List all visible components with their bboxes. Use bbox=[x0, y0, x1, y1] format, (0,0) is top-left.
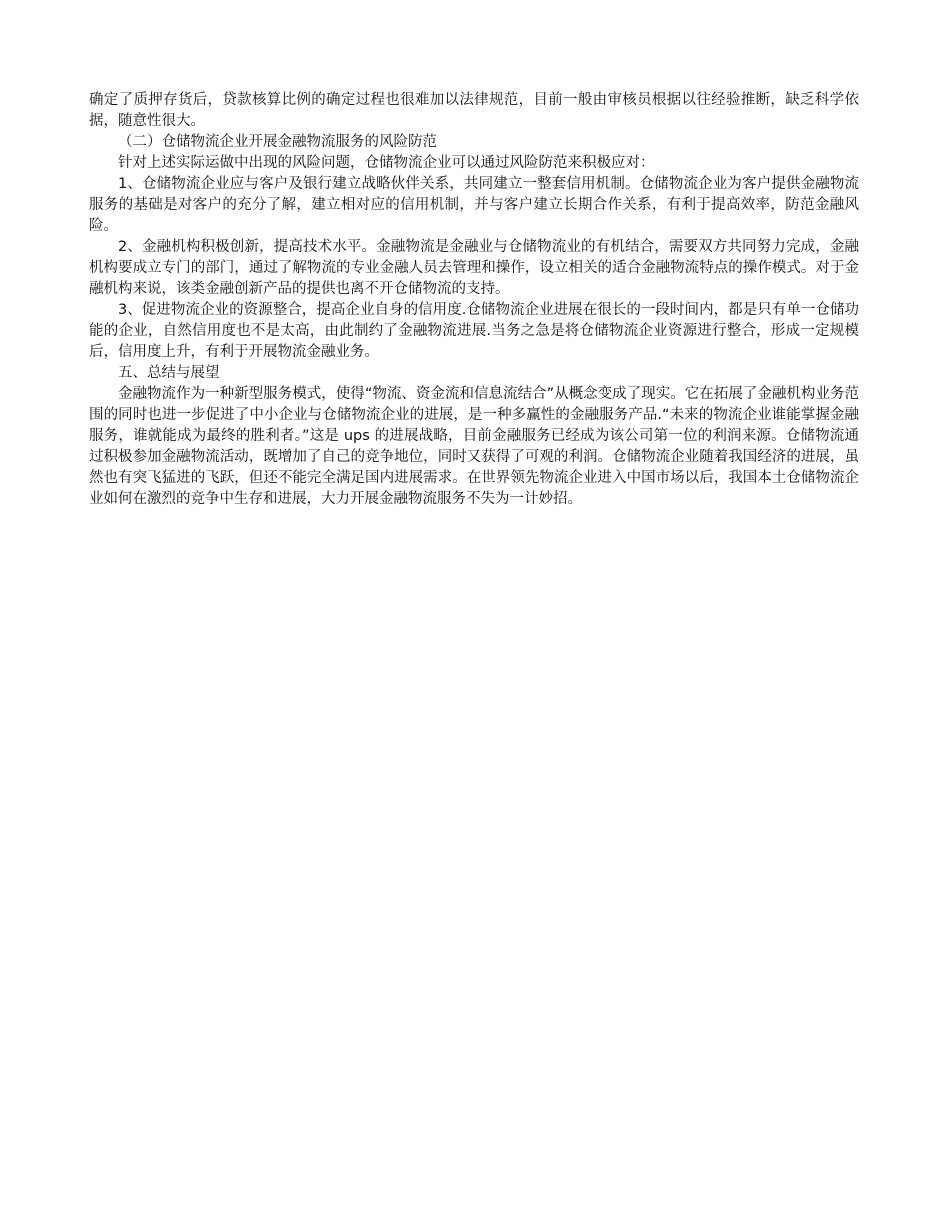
document-body bbox=[89, 90, 859, 510]
paragraph-point-2: 2、金融机构积极创新，提高技术水平。金融物流是金融业与仓储物流业的有机结合，需要双方共同努力完成，金融机构要成立专门的部门，通过了解物流的专业金融人员去管理和操作，设立相关的适合金融物流特点的操作模式。对于金融机构来说，该类金融创新产品的提供也离不开仓储物流的支持。 bbox=[89, 239, 859, 297]
paragraph-summary: 金融物流作为一种新型服务模式，使得“物流、资金流和信息流结合”从概念变成了现实。它在拓展了金融机构业务范围的同时也进一步促进了中小企业与仓储物流企业的进展，是一种多赢性的金融服务产品.“未来的物流企业谁能掌握金融服务，谁就能成为最终的胜利者。”这是 ups 的进展战略，目前金融服务已经成为该公司第一位的利润来源。仓储物流通过积极参加金融物流活动，既增加了自己的竞争地位，同时又获得了可观的利润。仓储物流企业随着我国经济的进展，虽然也有突飞猛进的飞跃，但还不能完全满足国内进展需求。在世界领先物流企业进入中国市场以后，我国本土仓储物流企业如何在激烈的竞争中生存和进展，大力开展金融物流服务不失为一计妙招。 bbox=[89, 386, 859, 507]
paragraph-intro: 针对上述实际运做中出现的风险问题，仓储物流企业可以通过风险防范来积极应对： bbox=[118, 155, 655, 171]
paragraph-continuation: 确定了质押存货后，贷款核算比例的确定过程也很难加以法律规范，目前一般由审核员根据以往经验推断，缺乏科学依据，随意性很大。 bbox=[89, 92, 859, 129]
section-heading-summary: 五、总结与展望 bbox=[118, 365, 220, 381]
section-heading-risk-prevention: （二）仓储物流企业开展金融物流服务的风险防范 bbox=[118, 134, 437, 150]
paragraph-point-3: 3、促进物流企业的资源整合，提高企业自身的信用度.仓储物流企业进展在很长的一段时间内，都是只有单一仓储功能的企业，自然信用度也不是太高，由此制约了金融物流进展.当务之急是将仓储物流企业资源进行整合，形成一定规模后，信用度上升，有利于开展物流金融业务。 bbox=[89, 302, 859, 360]
paragraph-point-1: 1、仓储物流企业应与客户及银行建立战略伙伴关系，共同建立一整套信用机制。仓储物流企业为客户提供金融物流服务的基础是对客户的充分了解，建立相对应的信用机制，并与客户建立长期合作关系，有利于提高效率，防范金融风险。 bbox=[89, 176, 859, 234]
